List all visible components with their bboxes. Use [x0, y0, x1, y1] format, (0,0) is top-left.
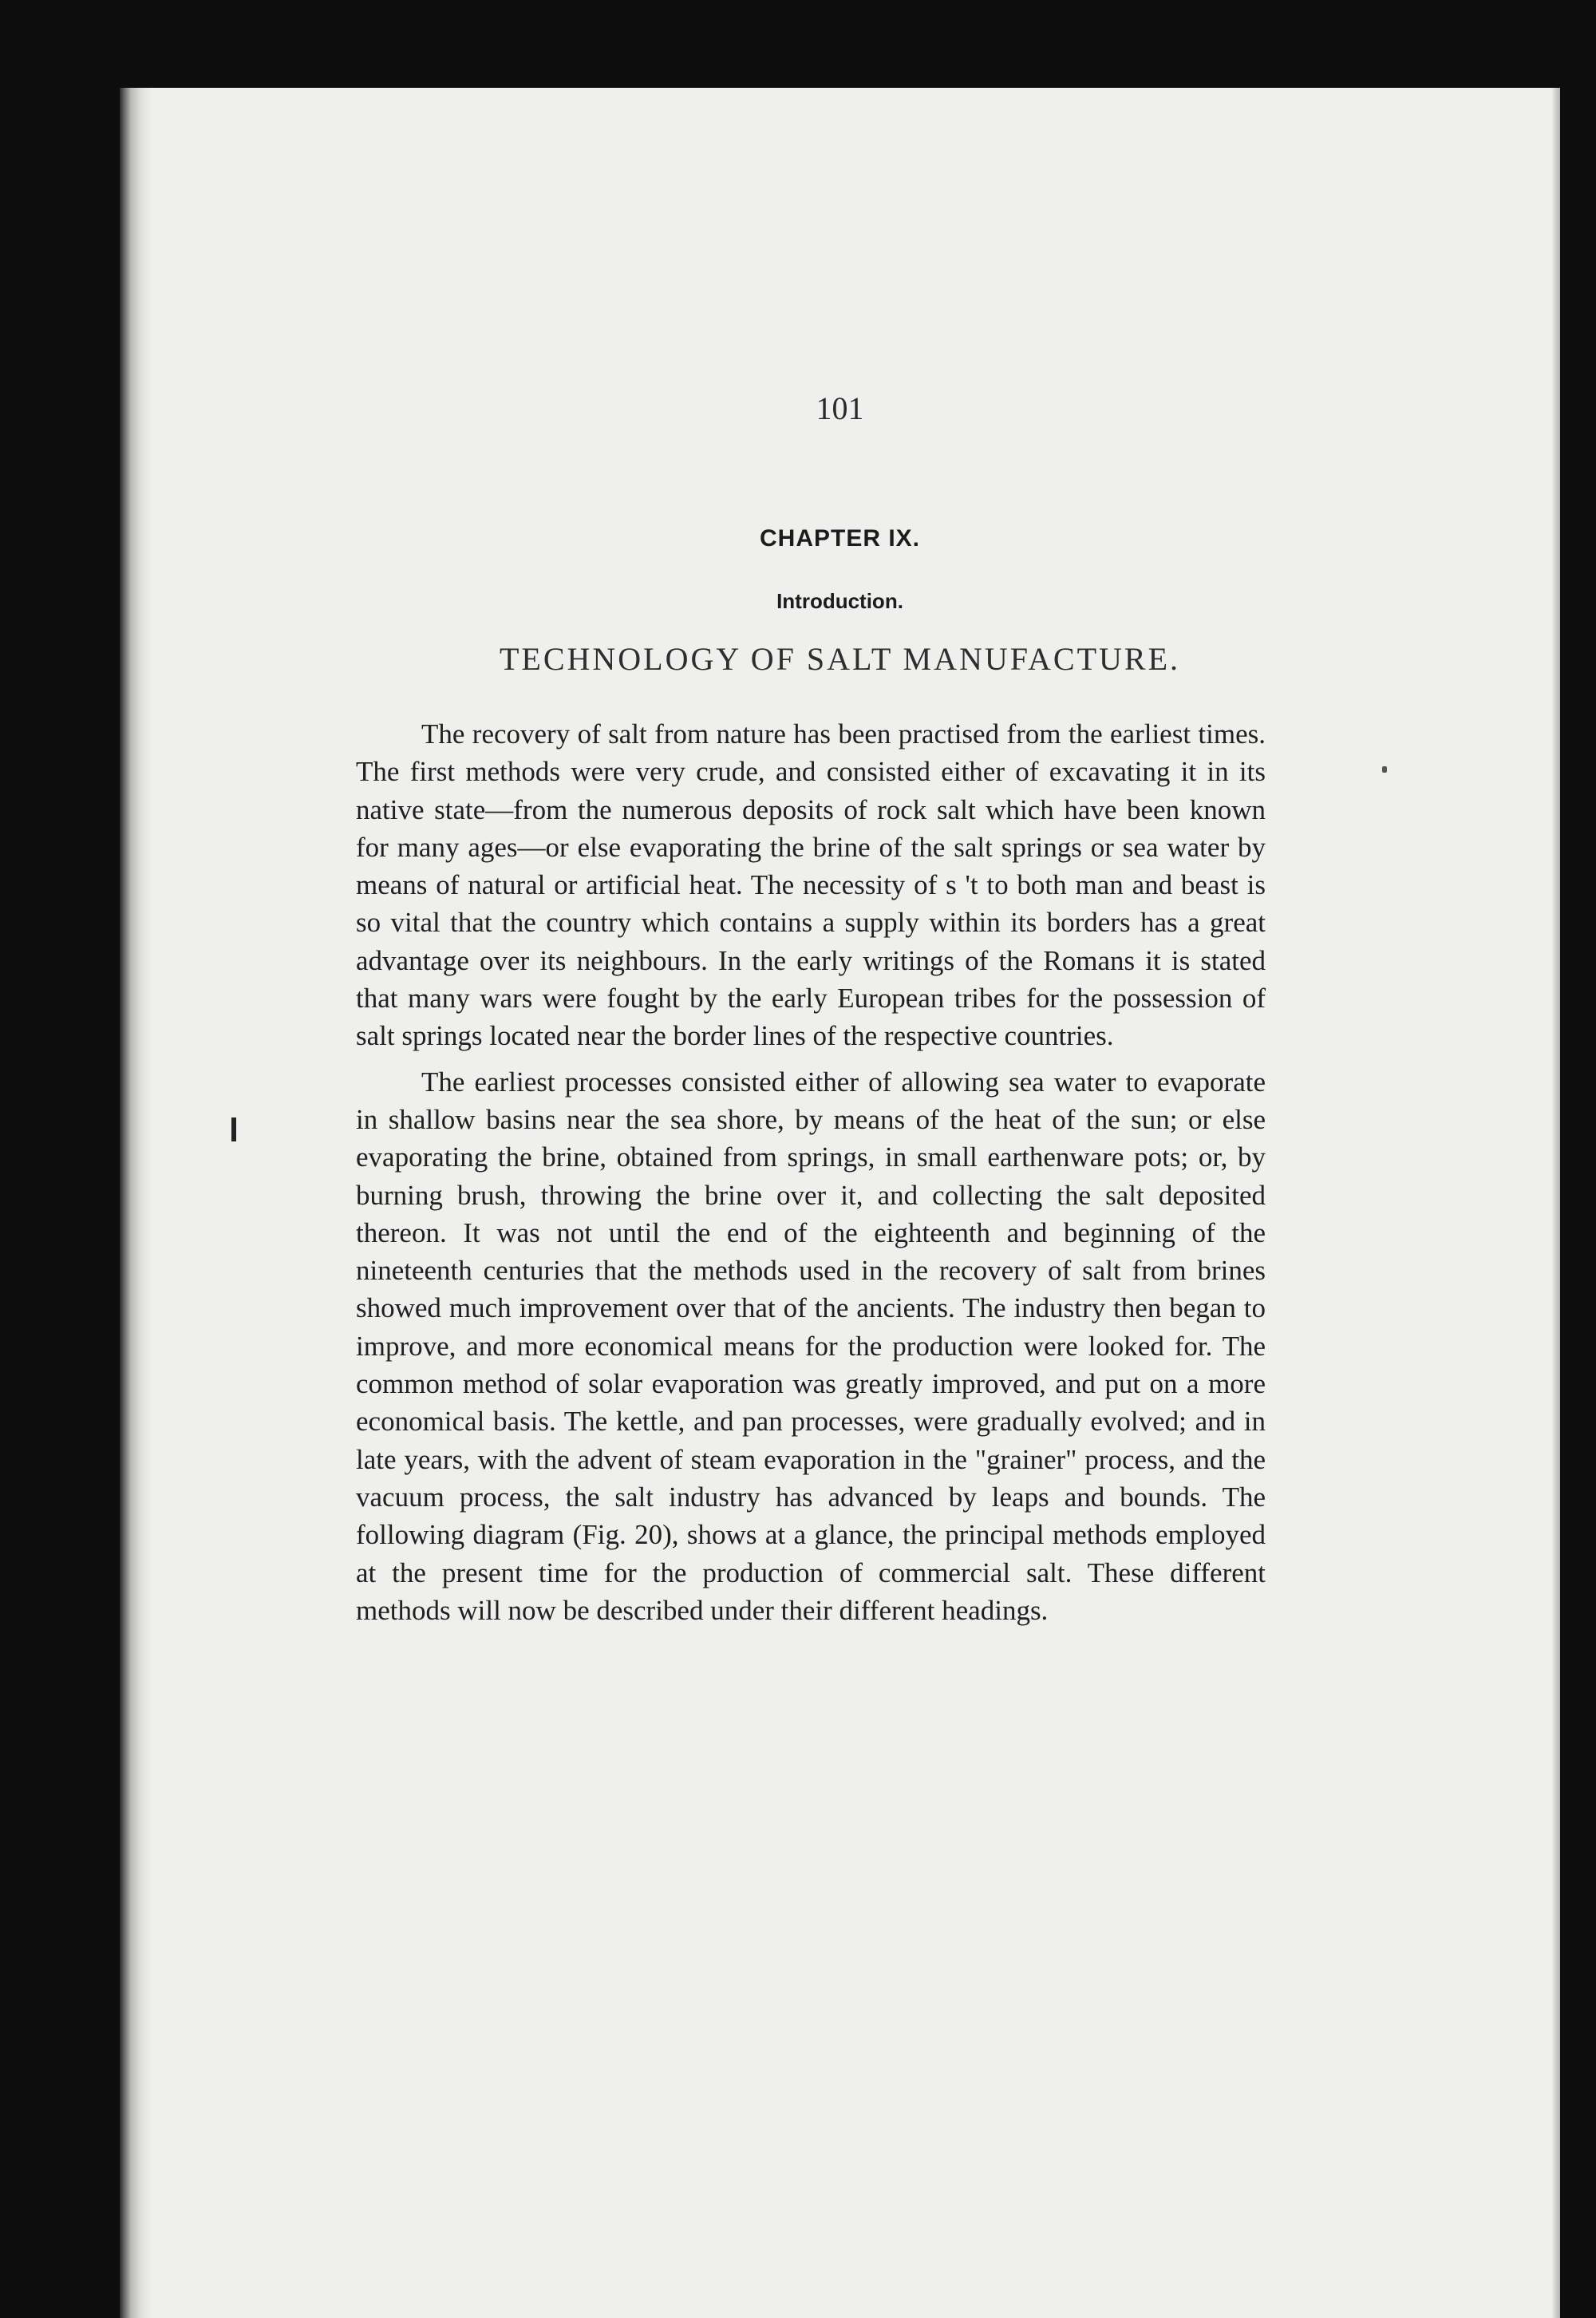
paragraph-1: The recovery of salt from nature has been practised from the earliest times. The first methods were very crude, and consisted either of excavating it in its native state—from the numerous deposits of rock salt which have been known for many ages—or else evaporating the brine of the salt springs or sea water by means of natural or artificial heat. The necessity of s 't to both man and beast is so vital that the country which contains a supply within its borders has a great advantage over its neighbours. In the early writings of the Romans it is stated that many wars were fought by the early European tribes for the possession of salt springs located near the border lines of the respective countries.	[356, 718, 1266, 1052]
chapter-title: TECHNOLOGY OF SALT MANUFACTURE.	[499, 641, 1181, 677]
margin-speck	[1382, 766, 1387, 773]
section-heading: Introduction.	[776, 589, 903, 613]
body-text	[356, 715, 1266, 1637]
page-number: 101	[816, 390, 864, 426]
document-page	[120, 88, 1560, 2318]
chapter-heading: CHAPTER IX.	[759, 525, 921, 552]
paragraph-2: The earliest processes consisted either of allowing sea water to evaporate in shallow basins near the sea shore, by means of the heat of the sun; or else evaporating the brine, obtained from springs, in small earthenware pots; or, by burning brush, throwing the brine over it, and collecting the salt deposited thereon. It was not until the end of the eighteenth and beginning of the nineteenth centuries that the methods used in the recovery of salt from brines showed much improvement over that of the ancients. The industry then began to improve, and more economical means for the production were looked for. The common method of solar evaporation was greatly improved, and put on a more economical basis. The kettle, and pan processes, were gradually evolved; and in late years, with the advent of steam evaporation in the "grainer" process, and the vacuum process, the salt industry has advanced by leaps and bounds. The following diagram (Fig. 20), shows at a glance, the principal methods employed at the present time for the production of commercial salt. These different methods will now be described under their different headings.	[356, 1066, 1266, 1626]
margin-mark	[231, 1117, 236, 1141]
